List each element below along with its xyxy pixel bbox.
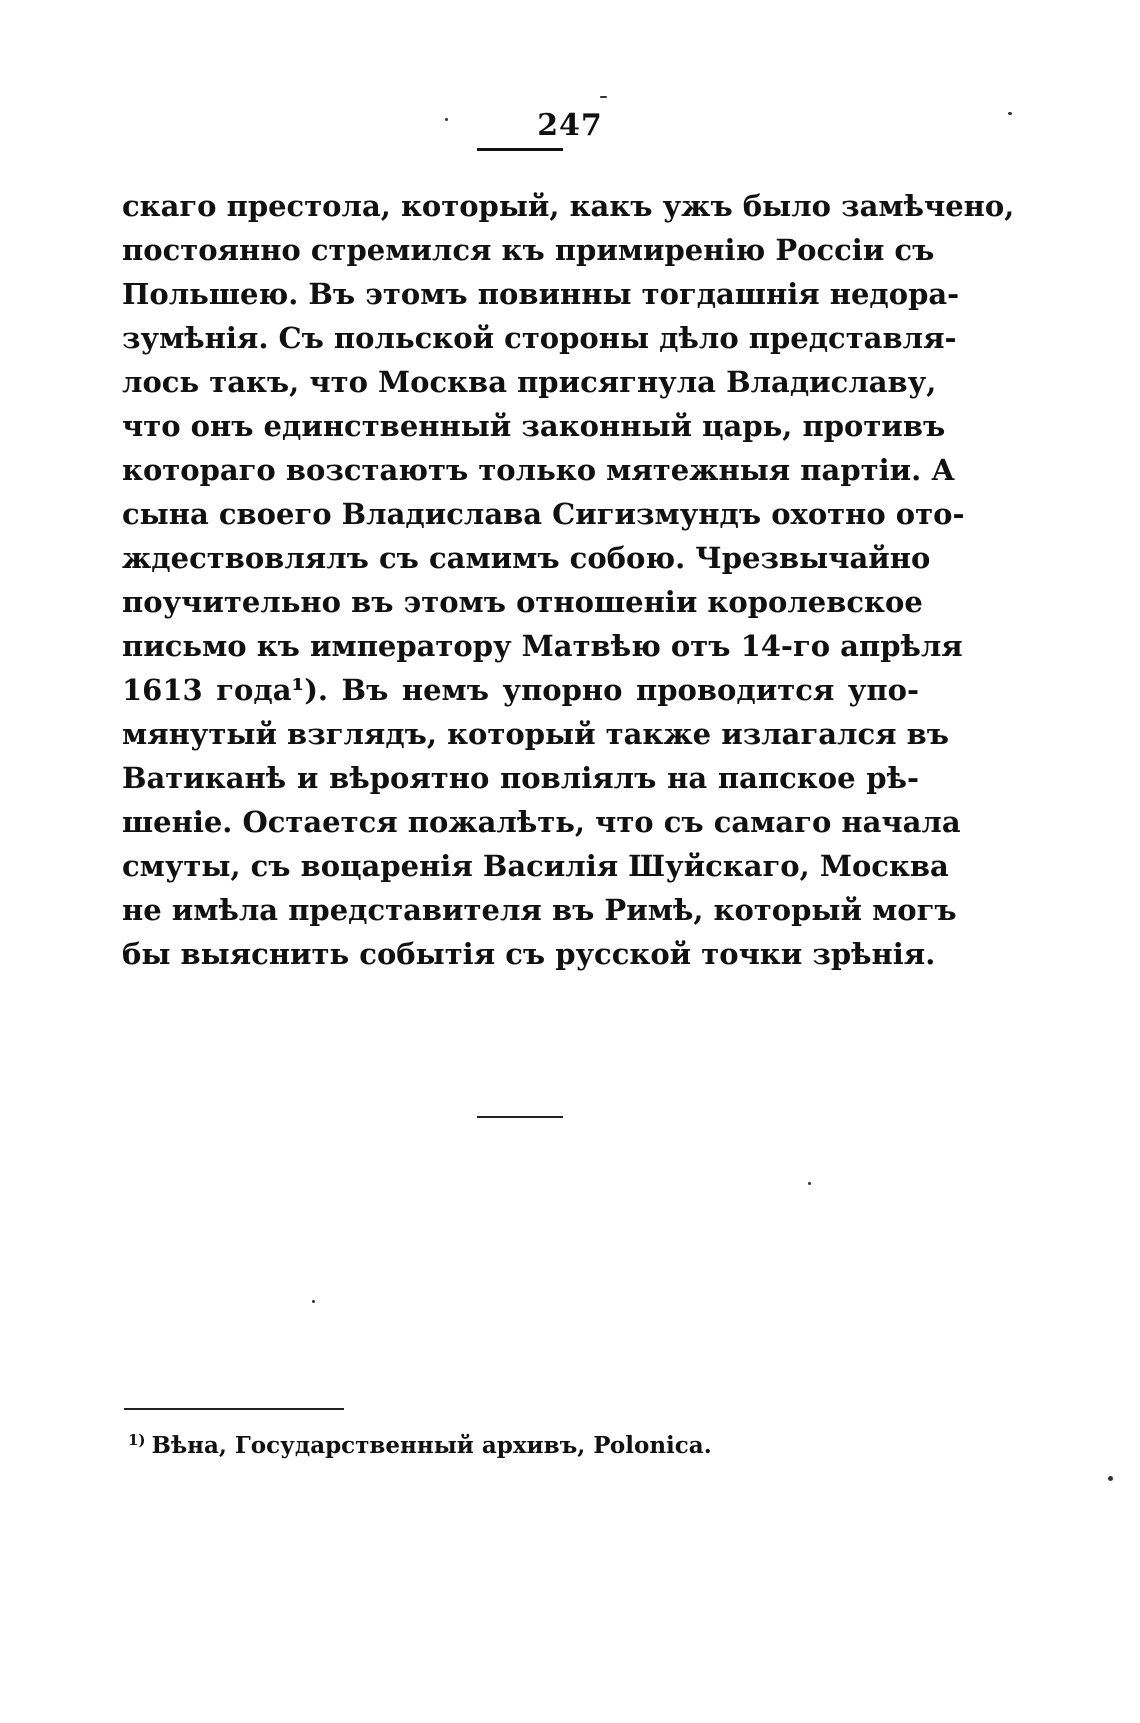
body-line: Польшею. Въ этомъ повинны тогдашнія недора-: [122, 277, 960, 311]
scan-speck: [808, 1182, 811, 1185]
footnote-marker: 1): [128, 1431, 146, 1449]
body-line: шеніе. Остается пожалѣть, что съ самаго начала: [122, 805, 961, 839]
body-line: Ватиканѣ и вѣроятно повліялъ на папское рѣ-: [122, 761, 919, 795]
body-line: сына своего Владислава Сигизмундъ охотно ото-: [122, 497, 965, 531]
body-line: не имѣла представителя въ Римѣ, который могъ: [122, 893, 957, 927]
body-line: 1613 года¹). Въ немъ упорно проводится упо-: [122, 673, 919, 707]
scan-speck: [312, 1300, 315, 1303]
page-number-underline: [477, 148, 563, 151]
body-line: лось такъ, что Москва присягнула Владиславу,: [122, 365, 937, 399]
footnote-divider: [124, 1408, 344, 1410]
footnote-text: Вѣна, Государственный архивъ, Polonica.: [151, 1432, 712, 1459]
scan-speck: [1008, 112, 1012, 115]
body-line: мянутый взглядъ, который также излагался въ: [122, 717, 950, 751]
footnote: [128, 1420, 888, 1466]
body-line: смуты, съ воцаренія Василія Шуйскаго, Москва: [122, 849, 949, 883]
body-line: котораго возстаютъ только мятежныя партіи. А: [122, 453, 955, 487]
body-line: скаго престола, который, какъ ужъ было замѣчено,: [122, 189, 1015, 223]
section-divider: [477, 1116, 563, 1118]
body-line: что онъ единственный законный царь, противъ: [122, 409, 946, 443]
body-line: бы выяснить событія съ русской точки зрѣнія.: [122, 937, 936, 971]
body-line: письмо къ императору Матвѣю отъ 14-го апрѣля: [122, 629, 963, 663]
body-line: зумѣнія. Съ польской стороны дѣло представля-: [122, 321, 957, 355]
body-text: [122, 184, 1015, 976]
page-number: 247: [537, 108, 603, 143]
body-line: ждествовлялъ съ самимъ собою. Чрезвычайно: [122, 541, 931, 575]
scan-speck: [445, 118, 448, 121]
scan-speck: [600, 96, 607, 98]
body-line: поучительно въ этомъ отношеніи королевское: [122, 585, 923, 619]
scan-speck: [1108, 1476, 1113, 1481]
body-line: постоянно стремился къ примиренію Россіи съ: [122, 233, 935, 267]
